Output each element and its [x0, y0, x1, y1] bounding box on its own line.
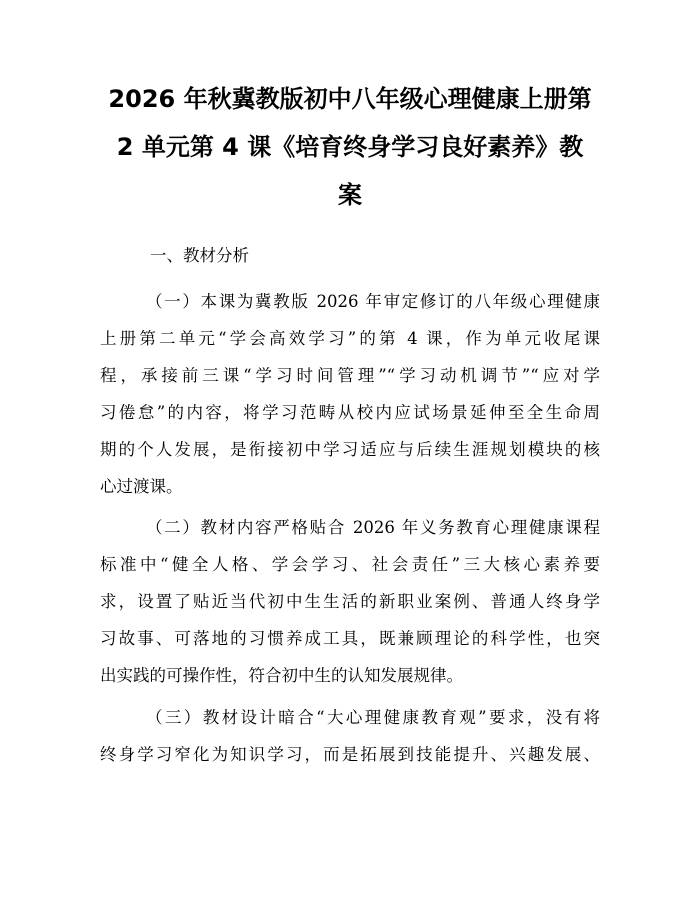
- paragraph-line: 期的个人发展，是衔接初中学习适应与后续生涯规划模块的核: [100, 440, 600, 459]
- paragraph-line: 程，承接前三课“学习时间管理”“学习动机调节”“应对学: [100, 366, 600, 385]
- paragraph-1: [100, 290, 600, 512]
- paragraph-line: 上册第二单元“学会高效学习”的第 4 课，作为单元收尾课: [100, 329, 600, 348]
- paragraph-line: 标准中“健全人格、学会学习、社会责任”三大核心素养要: [100, 555, 600, 574]
- document-title-line-3: 案: [338, 181, 362, 209]
- paragraph-3: [100, 706, 600, 780]
- paragraph-line: 习倦怠”的内容，将学习范畴从校内应试场景延伸至全生命周: [100, 403, 600, 422]
- paragraph-line: 习故事、可落地的习惯养成工具，既兼顾理论的科学性，也突: [100, 629, 600, 648]
- paragraph-2: [100, 516, 600, 701]
- paragraph-line: 出实践的可操作性，符合初中生的认知发展规律。: [100, 666, 463, 685]
- paragraph-line: 心过渡课。: [100, 477, 183, 496]
- section-heading: 一、教材分析: [150, 246, 249, 265]
- paragraph-line: （一）本课为冀教版 2026 年审定修订的八年级心理健康: [146, 292, 600, 311]
- document-title-line-2: 2 单元第 4 课《培育终身学习良好素养》教: [116, 133, 584, 161]
- document-title-line-1: 2026 年秋冀教版初中八年级心理健康上册第: [108, 85, 592, 113]
- paragraph-line: （二）教材内容严格贴合 2026 年义务教育心理健康课程: [146, 518, 600, 537]
- paragraph-line: 求，设置了贴近当代初中生生活的新职业案例、普通人终身学: [100, 592, 600, 611]
- paragraph-line: 终身学习窄化为知识学习，而是拓展到技能提升、兴趣发展、: [100, 745, 600, 764]
- paragraph-line: （三）教材设计暗合“大心理健康教育观”要求，没有将: [146, 708, 600, 727]
